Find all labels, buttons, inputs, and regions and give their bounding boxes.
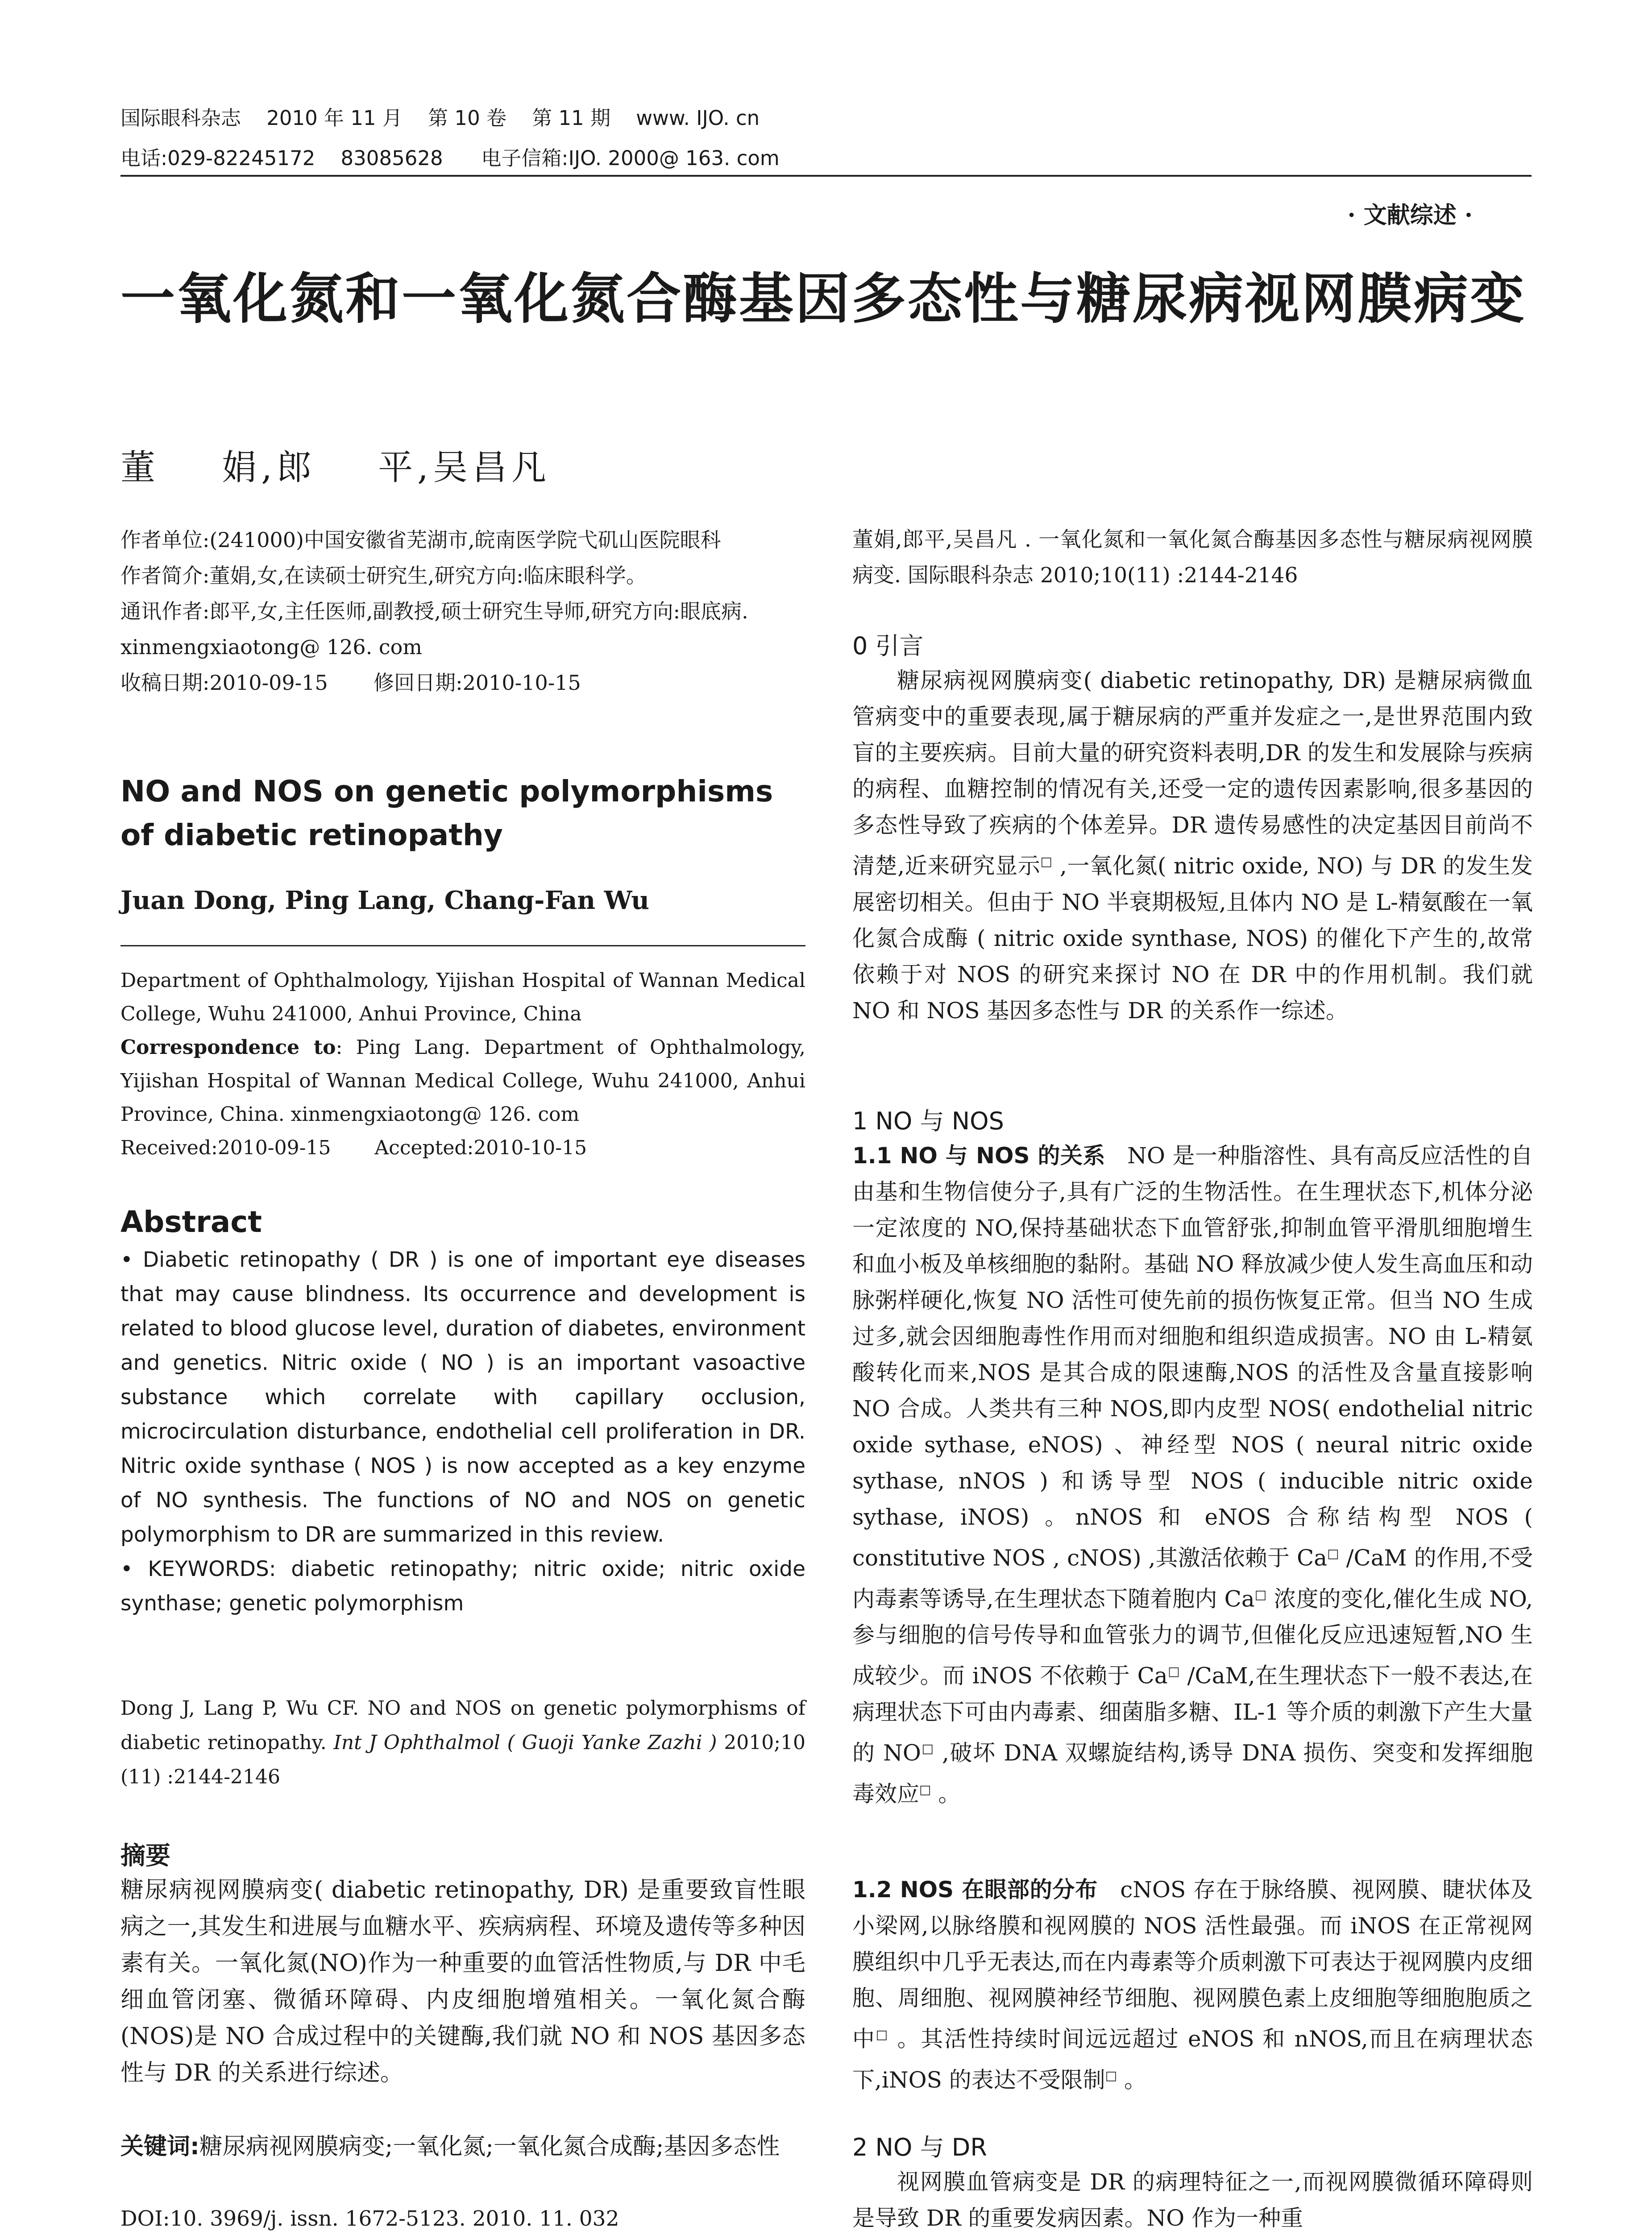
doi: DOI:10. 3969/j. issn. 1672-5123. 2010. 11. 032	[120, 2206, 619, 2231]
english-affiliation-block	[120, 964, 805, 1165]
section-1-1-part-5: ,破坏 DNA 双螺旋结构,诱导 DNA 损伤、突变和发挥细胞毒效应	[852, 1740, 1533, 1807]
section-0-part-2: ,一氧化氮( nitric oxide, NO) 与 DR 的发生发展密切相关。但由于 NO 半衰期极短,且体内 NO 是 L-精氨酸在一氧化氮合成酶 ( nitric oxide synthase, NOS) 的催化下产生的,故常依赖于对 NOS 的研究来探讨 NO 在 DR 中的作用机制。我们就 NO 和 NOS 基因多态性与 DR 的关系作一综述。	[852, 853, 1533, 1024]
keywords-en: • KEYWORDS: diabetic retinopathy; nitric oxide; nitric oxide synthase; genetic polymorphism	[120, 1557, 805, 1616]
dates-line: 收稿日期:2010-09-15 修回日期:2010-10-15	[120, 671, 581, 695]
affiliation-line: 作者单位:(241000)中国安徽省芜湖市,皖南医学院弋矶山医院眼科	[120, 528, 721, 552]
section-1-1-part-1: NO 是一种脂溶性、具有高反应活性的自由基和生物信使分子,具有广泛的生物活性。在生理状态下,机体分泌一定浓度的 NO,保持基础状态下血管舒张,抑制血管平滑肌细胞增生和血小板及单核细胞的黏附。基础 NO 释放减少使人发生高血压和动脉粥样硬化,恢复 NO 活性可使先前的损伤恢复正常。但当 NO 生成过多,就会因细胞毒性作用而对细胞和组织造成损害。NO 由 L-精氨酸转化而来,NOS 是其合成的限速酶,NOS 的活性及含量直接影响 NO 合成。人类共有三种 NOS,即内皮型 NOS( endothelial nitric oxide sythase, eNOS) 、神经型 NOS ( neural nitric oxide sythase, nNOS ) 和诱导型 NOS ( inducible nitric oxide sythase, iNOS) 。nNOS 和 eNOS 合称结构型 NOS ( constitutive NOS , cNOS) ,其激活依赖于 Ca	[852, 1143, 1533, 1571]
section-1-1-part-4: /CaM,在生理状态下一般不表达,在病理状态下可由内毒素、细菌脂多糖、IL-1 等介质的刺激下产生大量的 NO	[852, 1663, 1533, 1766]
section-1-2-heading: 1.2 NOS 在眼部的分布	[852, 1877, 1098, 1903]
affiliation-block	[120, 522, 803, 701]
section-label: · 文献综述 ·	[1347, 202, 1473, 229]
section-0-part-1: 糖尿病视网膜病变( diabetic retinopathy, DR) 是糖尿病微血管病变中的重要表现,属于糖尿病的严重并发症之一,是世界范围内致盲的主要疾病。目前大量的研究资料表明,DR 的发生和发展除与疾病的病程、血糖控制的情况有关,还受一定的遗传因素影响,很多基因的多态性导致了疾病的个体差异。DR 遗传易感性的决定基因目前尚不清楚,近来研究显示	[852, 668, 1533, 879]
reference-mark: □	[921, 1741, 934, 1756]
section-1-1-part-2: /CaM 的作用,不受内毒素等诱导,在生理状态下随着胞内 Ca	[852, 1545, 1533, 1612]
superscript-mark: □	[1254, 1587, 1267, 1602]
section-1-2-part-3: 。	[1117, 2067, 1147, 2093]
superscript-mark: □	[1327, 1546, 1339, 1561]
section-1-heading: 1 NO 与 NOS	[852, 1107, 1004, 1135]
authors-rule	[120, 945, 805, 946]
correspondence-text: : Ping Lang. Department of Ophthalmology, Yijishan Hospital of Wannan Medical College, Wuhu 241000, Anhui Province, China. xinmengxiaotong@ 126. com	[120, 1036, 805, 1126]
author-profile-line: 作者简介:董娟,女,在读硕士研究生,研究方向:临床眼科学。	[120, 564, 647, 588]
section-1-1-heading: 1.1 NO 与 NOS 的关系	[852, 1143, 1105, 1169]
authors-cn: 董 娟,郎 平,吴昌凡	[120, 448, 551, 488]
header-rule	[120, 175, 1532, 177]
section-1-1-part-6: 。	[931, 1781, 961, 1807]
abstract-cn: 糖尿病视网膜病变( diabetic retinopathy, DR) 是重要致盲性眼病之一,其发生和进展与血糖水平、疾病病程、环境及遗传等多种因素有关。一氧化氮(NO)作为一种重要的血管活性物质,与 DR 中毛细血管闭塞、微循环障碍、内皮细胞增殖相关。一氧化氮合酶(NOS)是 NO 合成过程中的关键酶,我们就 NO 和 NOS 基因多态性与 DR 的关系进行综述。	[120, 1877, 805, 2086]
dates-en: Received:2010-09-15 Accepted:2010-10-15	[120, 1136, 587, 1159]
citation-en-journal: Int J Ophthalmol ( Guoji Yanke Zazhi )	[333, 1731, 717, 1754]
section-1-2-part-2: 。其活性持续时间远远超过 eNOS 和 nNOS,而且在病理状态下,iNOS 的表达不受限制	[852, 2026, 1533, 2093]
keywords-cn-text: 糖尿病视网膜病变;一氧化氮;一氧化氮合成酶;基因多态性	[199, 2133, 780, 2160]
correspondence-line: 通讯作者:郎平,女,主任医师,副教授,硕士研究生导师,研究方向:眼底病. xinmengxiaotong@ 126. com	[120, 599, 748, 659]
article-title: 一氧化氮和一氧化氮合酶基因多态性与糖尿病视网膜病变	[120, 267, 1526, 331]
section-1-1	[852, 1138, 1533, 1812]
journal-info-line: 国际眼科杂志 2010 年 11 月 第 10 卷 第 11 期 www. IJO. cn	[120, 106, 760, 130]
superscript-mark: □	[1167, 1664, 1180, 1679]
contact-info-line: 电话:029-82245172 83085628 电子信箱:IJO. 2000@ 163. com	[120, 146, 780, 170]
section-1-1-part-3: 浓度的变化,催化生成 NO,参与细胞的信号传导和血管张力的调节,但催化反应迅速短暂,NO 生成较少。而 iNOS 不依赖于 Ca	[852, 1586, 1533, 1689]
section-0-text	[852, 663, 1533, 1029]
reference-mark: □	[1040, 854, 1053, 869]
english-title: NO and NOS on genetic polymorphisms of diabetic retinopathy	[120, 774, 773, 852]
citation-en-volume: 2010;10 (11) :2144-2146	[120, 1731, 806, 1788]
section-0-heading: 0 引言	[852, 632, 924, 660]
section-1-2-part-1: cNOS 存在于脉络膜、视网膜、睫状体及小梁网,以脉络膜和视网膜的 NOS 活性最强。而 iNOS 在正常视网膜组织中几乎无表达,而在内毒素等介质刺激下可表达于视网膜内皮细胞、周细胞、视网膜神经节细胞、视网膜色素上皮细胞等细胞胞质之中	[852, 1877, 1533, 2052]
reference-mark: □	[1105, 2068, 1117, 2083]
citation-cn: 董娟,郎平,吴昌凡 . 一氧化氮和一氧化氮合酶基因多态性与糖尿病视网膜病变. 国际眼科杂志 2010;10(11) :2144-2146	[852, 527, 1533, 588]
citation-en	[120, 1691, 805, 1794]
abstract-heading: Abstract	[120, 1205, 262, 1239]
citation-en-authors: Dong J, Lang P, Wu CF. NO and NOS on genetic polymorphisms of diabetic retinopathy.	[120, 1697, 805, 1754]
reference-mark: □	[876, 2027, 889, 2042]
keywords-cn-label: 关键词:	[120, 2133, 199, 2160]
department-en: Department of Ophthalmology, Yijishan Hospital of Wannan Medical College, Wuhu 241000, Anhui Province, China	[120, 969, 805, 1025]
abstract-cn-heading: 摘要	[120, 1841, 170, 1870]
correspondence-label: Correspondence to	[120, 1036, 336, 1059]
authors-en: Juan Dong, Ping Lang, Chang-Fan Wu	[120, 886, 649, 915]
section-2-heading: 2 NO 与 DR	[852, 2133, 987, 2161]
abstract-text: • Diabetic retinopathy ( DR ) is one of important eye diseases that may cause blindness. Its occurrence and development is related to blood glucose level, duration of diabetes, environment and genetics. Nitric oxide ( NO ) is an important vasoactive substance which correlate with capillary occlusion, microcirculation disturbance, endothelial cell proliferation in DR. Nitric oxide synthase ( NOS ) is now accepted as a key enzyme of NO synthesis. The functions of NO and NOS on genetic polymorphism to DR are summarized in this review.	[120, 1248, 805, 1547]
abstract-en	[120, 1243, 805, 1621]
keywords-cn	[120, 2128, 805, 2165]
reference-mark: □	[919, 1782, 931, 1797]
section-1-2	[852, 1872, 1533, 2098]
correspondence-en	[120, 1031, 805, 1131]
section-2-text: 视网膜血管病变是 DR 的病理特征之一,而视网膜微循环障碍则是导致 DR 的重要发病因素。NO 作为一种重	[852, 2169, 1533, 2231]
